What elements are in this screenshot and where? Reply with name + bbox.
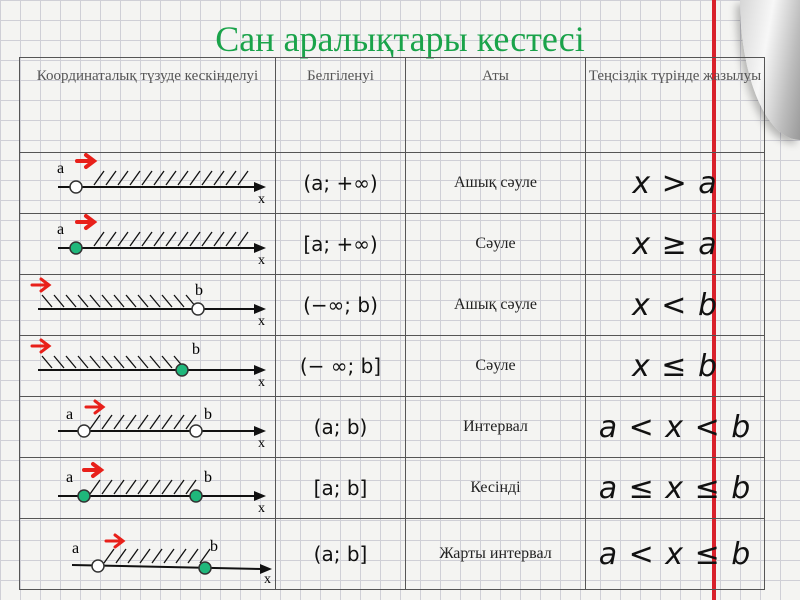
notation-cell: (a; +∞) bbox=[276, 153, 406, 214]
header-representation: Координаталық түзуде кескінделуі bbox=[20, 58, 276, 153]
number-line-cell bbox=[20, 275, 276, 336]
name-cell: Ашық сәуле bbox=[406, 275, 586, 336]
svg-text:x: x bbox=[264, 572, 271, 587]
inequality-cell: x > a bbox=[586, 153, 765, 214]
table-row bbox=[20, 153, 765, 214]
name-cell: Сәуле bbox=[406, 214, 586, 275]
svg-text:x: x bbox=[258, 501, 265, 516]
notation-cell: (−∞; b) bbox=[276, 275, 406, 336]
table-row bbox=[20, 214, 765, 275]
header-name: Аты bbox=[406, 58, 586, 153]
name-cell: Сәуле bbox=[406, 336, 586, 397]
table-row bbox=[20, 519, 765, 590]
number-line-cell bbox=[20, 153, 276, 214]
header-notation: Белгіленуі bbox=[276, 58, 406, 153]
svg-text:b: b bbox=[204, 406, 212, 423]
number-line-cell bbox=[20, 458, 276, 519]
inequality-cell: x ≥ a bbox=[586, 214, 765, 275]
name-cell: Интервал bbox=[406, 397, 586, 458]
table-row bbox=[20, 458, 765, 519]
svg-text:x: x bbox=[258, 192, 265, 207]
inequality-cell: x < b bbox=[586, 275, 765, 336]
header-inequality: Теңсіздік түрінде жазылуы bbox=[586, 58, 765, 153]
number-line-cell bbox=[20, 214, 276, 275]
inequality-cell: a < x < b bbox=[586, 397, 765, 458]
svg-text:a: a bbox=[72, 540, 80, 557]
number-line-half-interval bbox=[20, 519, 276, 589]
table-row bbox=[20, 336, 765, 397]
number-line-closed-ray-right bbox=[20, 214, 276, 274]
page-title: Сан аралықтары кестесі bbox=[215, 19, 585, 59]
svg-text:a: a bbox=[57, 160, 65, 177]
number-line-open-interval bbox=[20, 397, 276, 457]
number-line-closed-ray-left bbox=[20, 336, 276, 396]
svg-text:b: b bbox=[195, 282, 203, 299]
svg-text:a: a bbox=[66, 469, 74, 486]
notation-cell: (a; b] bbox=[276, 519, 406, 590]
svg-text:a: a bbox=[66, 406, 74, 423]
number-line-cell bbox=[20, 519, 276, 590]
number-line-closed-interval bbox=[20, 458, 276, 518]
number-line-open-ray-right bbox=[20, 153, 276, 213]
svg-text:x: x bbox=[258, 314, 265, 329]
name-cell: Ашық сәуле bbox=[406, 153, 586, 214]
table-row bbox=[20, 397, 765, 458]
number-line-open-ray-left bbox=[20, 275, 276, 335]
svg-text:b: b bbox=[210, 538, 218, 555]
table-row bbox=[20, 275, 765, 336]
number-line-cell bbox=[20, 397, 276, 458]
name-cell: Жарты интервал bbox=[406, 519, 586, 590]
svg-text:x: x bbox=[258, 375, 265, 390]
svg-text:b: b bbox=[204, 469, 212, 486]
inequality-cell: x ≤ b bbox=[586, 336, 765, 397]
notation-cell: (− ∞; b] bbox=[276, 336, 406, 397]
notation-cell: (a; b) bbox=[276, 397, 406, 458]
table-header-row bbox=[20, 58, 765, 153]
notation-cell: [a; +∞) bbox=[276, 214, 406, 275]
svg-text:x: x bbox=[258, 253, 265, 268]
intervals-table bbox=[19, 57, 765, 590]
svg-text:b: b bbox=[192, 341, 200, 358]
inequality-cell: a < x ≤ b bbox=[586, 519, 765, 590]
name-cell: Кесінді bbox=[406, 458, 586, 519]
svg-text:x: x bbox=[258, 436, 265, 451]
svg-text:a: a bbox=[57, 221, 65, 238]
notation-cell: [a; b] bbox=[276, 458, 406, 519]
inequality-cell: a ≤ x ≤ b bbox=[586, 458, 765, 519]
number-line-cell bbox=[20, 336, 276, 397]
